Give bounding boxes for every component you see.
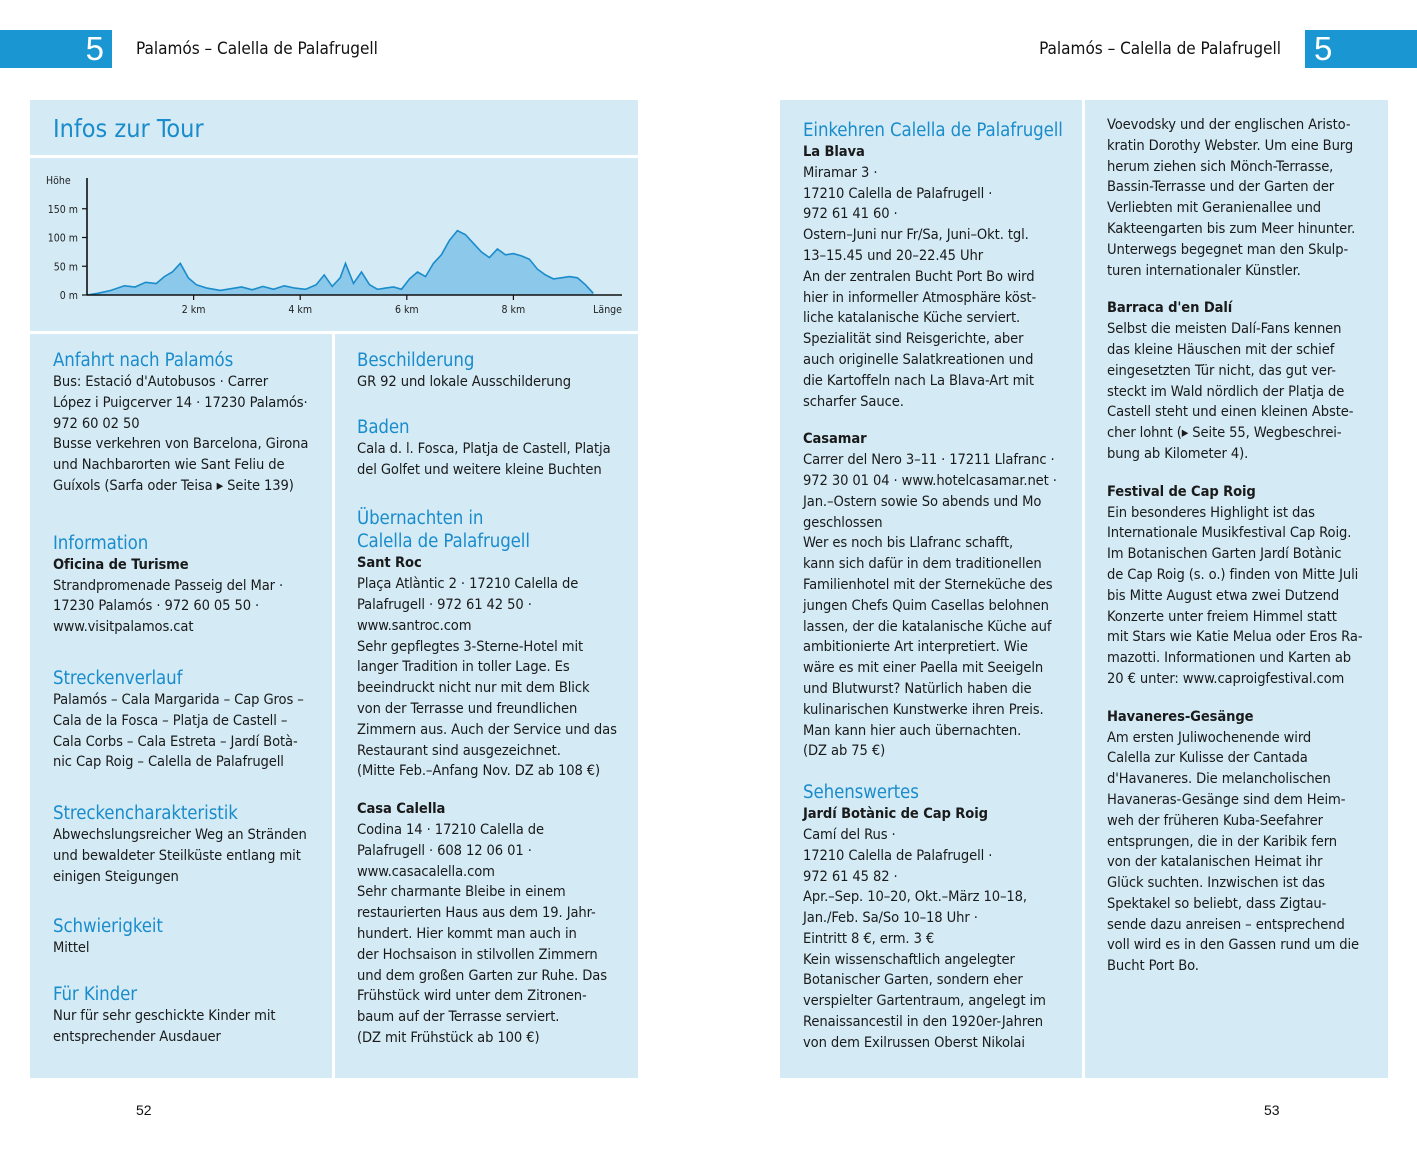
text-line: (Mitte Feb.–Anfang Nov. DZ ab 108 €) (357, 762, 601, 780)
page-number-right: 53 (1264, 1102, 1280, 1118)
text-line: beeindruckt nicht nur mit dem Blick (357, 679, 590, 697)
text-line: Renaissancestil in den 1920er-Jahren (803, 1013, 1044, 1031)
text-line: (DZ ab 75 €) (803, 742, 886, 760)
x-tick-label: 2 km (181, 304, 206, 316)
heading-anfahrt: Anfahrt nach Palamós (53, 350, 234, 371)
text-line: www.casacalella.com (357, 862, 495, 880)
text-line: und dem großen Garten zur Ruhe. Das (357, 966, 607, 984)
info-box-title: Infos zur Tour (53, 114, 204, 143)
chapter-number-tab-left (0, 30, 112, 68)
text-line: von dem Exilrussen Oberst Nikolai (803, 1033, 1025, 1051)
text-line: López i Puigcerver 14 · 17230 Palamós· (53, 393, 308, 411)
text-line: Palafrugell · 608 12 06 01 · (357, 841, 532, 859)
text-line: 13–15.45 und 20–22.45 Uhr (803, 246, 984, 264)
text-line: cher lohnt (▸ Seite 55, Wegbeschrei- (1107, 424, 1342, 442)
right-column-2 (1107, 115, 1383, 977)
text-line: Eintritt 8 €, erm. 3 € (803, 929, 935, 947)
text-line: Familienhotel mit der Sterneküche des (803, 575, 1053, 593)
heading-uebernachten: Übernachten in (357, 508, 484, 530)
text-line: 17210 Calella de Palafrugell · (803, 184, 993, 202)
text-line: baum auf der Terrasse serviert. (357, 1008, 560, 1026)
text-line: Castell steht und einen kleinen Abste- (1107, 403, 1354, 421)
text-line: mit Stars wie Katie Melua oder Eros Ra- (1107, 628, 1363, 646)
text-line: turen internationaler Künstler. (1107, 261, 1301, 279)
text-line: Sehr charmante Bleibe in einem (357, 883, 566, 901)
text-line: Codina 14 · 17210 Calella de (357, 820, 544, 838)
subheading-barraca-dali: Barraca d'en Dalí (1107, 299, 1233, 317)
chapter-number-tab-right (1305, 30, 1417, 68)
text-line: einigen Steigungen (53, 867, 179, 885)
text-line: weh der früheren Kuba-Seefahrer (1107, 811, 1323, 829)
text-line: Restaurant sind ausgezeichnet. (357, 741, 561, 759)
text-line: entsprungen, die in der Karibik fern (1107, 832, 1337, 850)
text-line: liche katalanische Küche serviert. (803, 309, 1021, 327)
text-line: mazotti. Informationen und Karten ab (1107, 649, 1352, 667)
text-line: steckt im Wald nördlich der Platja de (1107, 382, 1345, 400)
text-line: Ostern–Juni nur Fr/Sa, Juni–Okt. tgl. (803, 226, 1029, 244)
x-tick-label: 6 km (394, 304, 419, 316)
text-line: Jan./Feb. Sa/So 10–18 Uhr · (803, 909, 978, 927)
text-line: www.visitpalamos.cat (53, 618, 194, 636)
text-line: Mittel (53, 938, 90, 956)
text-line: 972 30 01 04 · www.hotelcasamar.net · (803, 471, 1057, 489)
text-line: Palamós – Cala Margarida – Cap Gros – (53, 690, 304, 708)
chapter-number-right: 5 (1314, 30, 1333, 67)
heading-fuer-kinder: Für Kinder (53, 984, 137, 1006)
text-line: jungen Chefs Quim Casellas belohnen (803, 596, 1049, 614)
subheading-casa-calella: Casa Calella (357, 800, 446, 818)
text-line: Carrer del Nero 3–11 · 17211 Llafranc · (803, 451, 1055, 469)
text-line: Kakteengarten bis zum Meer hinunter. (1107, 219, 1356, 237)
text-line: wäre es mit einer Paella mit Seeigeln (803, 659, 1044, 677)
subheading-la-blava: La Blava (803, 143, 865, 160)
text-line: d'Havaneres. Die melancholischen (1107, 770, 1331, 788)
text-line: Strandpromenade Passeig del Mar · (53, 576, 284, 594)
subheading-havaneres: Havaneres-Gesänge (1107, 707, 1254, 725)
text-line: Frühstück wird unter dem Zitronen- (357, 987, 587, 1005)
text-line: Ein besonderes Highlight ist das (1107, 503, 1315, 521)
text-line: del Golfet und weitere kleine Buchten (357, 460, 602, 478)
text-line: und Nachbarorten wie Sant Feliu de (53, 456, 285, 474)
text-line: Bucht Port Bo. (1107, 957, 1199, 975)
text-line: sende dazu anreisen – entsprechend (1107, 915, 1345, 933)
text-line: hier in informeller Atmosphäre köst- (803, 288, 1037, 306)
text-line: scharfer Sauce. (803, 392, 904, 410)
subheading-jardi-botanic: Jardí Botànic de Cap Roig (803, 805, 988, 823)
heading-beschilderung: Beschilderung (357, 350, 475, 371)
text-line: Botanischer Garten, sondern eher (803, 971, 1023, 989)
text-line: voll wird es in den Gassen rund um die (1107, 936, 1360, 954)
text-line: Havaneras-Gesänge sind dem Heim- (1107, 790, 1346, 808)
text-line: de Cap Roig (s. o.) finden von Mitte Juli (1107, 565, 1359, 583)
text-line: von der Terrasse und freundlichen (357, 699, 578, 717)
text-line: Unterwegs begegnet man den Skulp- (1107, 240, 1349, 258)
text-line: Voevodsky und der englischen Aristo- (1107, 116, 1351, 133)
text-line: das kleine Häuschen mit der schief (1107, 340, 1335, 358)
text-line: und bewaldeter Steilküste entlang mit (53, 846, 301, 864)
text-line: und Blutwurst? Natürlich haben die (803, 679, 1032, 697)
subheading-sant-roc: Sant Roc (357, 554, 422, 572)
text-line: kann sich dafür in dem traditionellen (803, 555, 1042, 573)
subheading-casamar: Casamar (803, 430, 867, 448)
left-column-1 (53, 349, 328, 1048)
elevation-chart (34, 170, 634, 329)
text-line: Internationale Musikfestival Cap Roig. (1107, 524, 1352, 542)
text-line: restaurierten Haus aus dem 19. Jahr- (357, 904, 596, 922)
heading-einkehren: Einkehren Calella de Palafrugell (803, 120, 1063, 141)
text-line: GR 92 und lokale Ausschilderung (357, 373, 571, 390)
text-line: Kein wissenschaftlich angelegter (803, 950, 1015, 968)
text-line: kulinarischen Kunstwerke ihren Preis. (803, 700, 1044, 718)
chapter-number-left: 5 (85, 30, 104, 67)
text-line: Palafrugell · 972 61 42 50 · (357, 595, 532, 613)
heading-sehenswertes: Sehenswertes (803, 782, 919, 804)
running-title-left: Palamós – Calella de Palafrugell (136, 39, 378, 59)
heading-baden: Baden (357, 416, 410, 438)
text-line: 17230 Palamós · 972 60 05 50 · (53, 597, 260, 615)
text-line: Plaça Atlàntic 2 · 17210 Calella de (357, 575, 579, 593)
heading-uebernachten-2: Calella de Palafrugell (357, 531, 530, 553)
subheading-oficina: Oficina de Turisme (53, 555, 189, 573)
subheading-festival-cap-roig: Festival de Cap Roig (1107, 482, 1256, 500)
text-line: 972 61 45 82 · (803, 867, 898, 885)
heading-streckenverlauf: Streckenverlauf (53, 667, 183, 689)
text-line: Apr.–Sep. 10–20, Okt.–März 10–18, (803, 888, 1027, 906)
text-line: der Hochsaison in stilvollen Zimmern (357, 945, 598, 963)
text-line: die Kartoffeln nach La Blava-Art mit (803, 371, 1034, 389)
text-line: geschlossen (803, 513, 883, 531)
y-tick-label: 0 m (59, 290, 78, 302)
text-line: 17210 Calella de Palafrugell · (803, 846, 993, 864)
text-line: Miramar 3 · (803, 163, 878, 181)
text-line: ambitionierte Art interpretiert. Wie (803, 638, 1028, 656)
text-line: (DZ mit Frühstück ab 100 €) (357, 1028, 540, 1046)
text-line: An der zentralen Bucht Port Bo wird (803, 267, 1035, 285)
text-line: www.santroc.com (357, 616, 472, 634)
right-column-1 (803, 119, 1078, 1054)
text-line: herum ziehen sich Mönch-Terrasse, (1107, 157, 1334, 175)
text-line: Bassin-Terrasse und der Garten der (1107, 178, 1335, 196)
text-line: bis Mitte August etwa zwei Dutzend (1107, 586, 1340, 604)
text-line: auch originelle Salatkreationen und (803, 350, 1034, 368)
text-line: eingesetzten Tür nicht, das gut ver- (1107, 361, 1336, 379)
text-line: von der katalanischen Heimat ihr (1107, 853, 1323, 871)
text-line: Camí del Rus · (803, 825, 896, 843)
text-line: verspielter Gartentraum, angelegt im (803, 992, 1046, 1010)
text-line: Spezialität sind Reisgerichte, aber (803, 330, 1024, 348)
text-line: Am ersten Juliwochenende wird (1107, 728, 1312, 746)
text-line: Sehr gepflegtes 3-Sterne-Hotel mit (357, 637, 584, 655)
text-line: entsprechender Ausdauer (53, 1028, 221, 1046)
text-line: Selbst die meisten Dalí-Fans kennen (1107, 320, 1342, 338)
text-line: Spektakel so beliebt, dass Zigtau- (1107, 894, 1327, 912)
text-line: Man kann hier auch übernachten. (803, 721, 1022, 739)
text-line: langer Tradition in toller Lage. Es (357, 658, 570, 676)
text-line: Abwechslungsreicher Weg an Stränden (53, 826, 307, 844)
left-column-2 (357, 349, 632, 1049)
text-line: 972 61 41 60 · (803, 205, 898, 223)
text-line: nic Cap Roig – Calella de Palafrugell (53, 753, 284, 771)
text-line: Cala d. l. Fosca, Platja de Castell, Platja (357, 439, 611, 457)
running-title-right: Palamós – Calella de Palafrugell (1039, 39, 1281, 59)
text-line: Glück suchten. Inzwischen ist das (1107, 874, 1325, 892)
x-axis-label: Länge (593, 304, 622, 316)
y-axis-label: Höhe (46, 175, 71, 187)
y-tick-label: 150 m (47, 203, 78, 216)
text-line: lassen, der die katalanische Küche auf (803, 617, 1052, 635)
heading-schwierigkeit: Schwierigkeit (53, 915, 163, 937)
page-number-left: 52 (136, 1102, 152, 1118)
heading-streckencharakteristik: Streckencharakteristik (53, 803, 238, 825)
elevation-area (87, 231, 593, 295)
text-line: Im Botanischen Garten Jardí Botànic (1107, 545, 1342, 563)
text-line: Busse verkehren von Barcelona, Girona (53, 435, 309, 453)
text-line: 972 60 02 50 (53, 414, 140, 432)
x-tick-label: 4 km (288, 304, 313, 316)
x-tick-label: 8 km (501, 304, 526, 316)
text-line: Cala Corbs – Cala Estreta – Jardí Botà- (53, 732, 298, 750)
text-line: Nur für sehr geschickte Kinder mit (53, 1007, 276, 1025)
text-line: 20 € unter: www.caproigfestival.com (1107, 669, 1345, 687)
y-tick-label: 50 m (53, 261, 78, 274)
text-line: Cala de la Fosca – Platja de Castell – (53, 711, 288, 729)
text-line: bung ab Kilometer 4). (1107, 444, 1249, 462)
text-line: Verliebten mit Geranienallee und (1107, 199, 1322, 217)
y-tick-label: 100 m (47, 232, 78, 245)
text-line: Konzerte unter freiem Himmel statt (1107, 607, 1337, 625)
text-line: Calella zur Kulisse der Cantada (1107, 749, 1308, 767)
text-line: hundert. Hier kommt man auch in (357, 924, 577, 942)
heading-information: Information (53, 532, 149, 554)
text-line: Jan.–Ostern sowie So abends und Mo (803, 492, 1042, 510)
text-line: Zimmern aus. Auch der Service und das (357, 720, 617, 738)
text-line: Bus: Estació d'Autobusos · Carrer (53, 373, 269, 390)
text-line: Wer es noch bis Llafranc schafft, (803, 534, 1014, 552)
text-line: Guíxols (Sarfa oder Teisa ▸ Seite 139) (53, 476, 294, 494)
text-line: kratin Dorothy Webster. Um eine Burg (1107, 136, 1354, 154)
